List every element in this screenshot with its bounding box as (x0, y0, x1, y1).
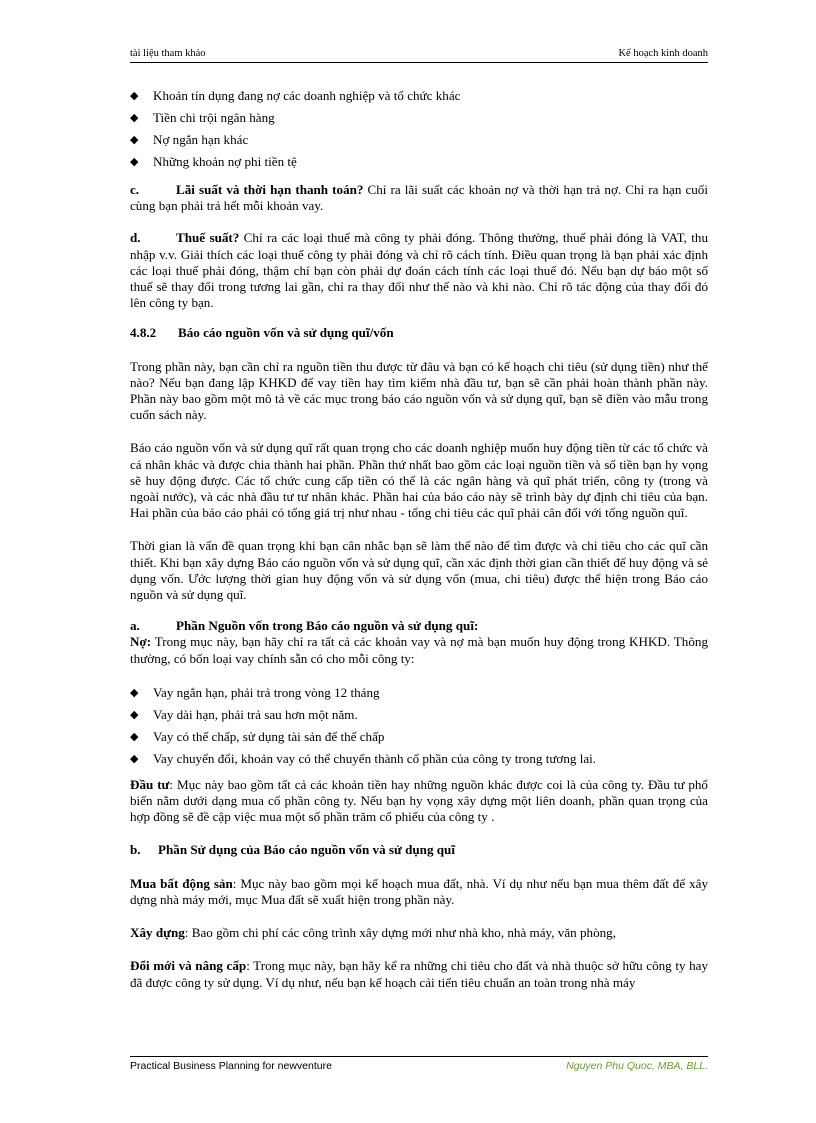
list-item: ◆ Vay chuyển đổi, khoản vay có thể chuyển thành cổ phần của công ty trong tương lai. (130, 750, 597, 766)
header-left: tài liệu tham khảo (130, 48, 206, 59)
item-c-label: c. (130, 182, 140, 197)
footer-left: Practical Business Planning for newventure (130, 1060, 332, 1072)
part-b-heading (130, 842, 708, 858)
diamond-bullet-icon: ◆ (130, 730, 139, 743)
diamond-bullet-icon: ◆ (130, 686, 139, 699)
page-footer (130, 1060, 708, 1074)
diamond-bullet-icon: ◆ (130, 752, 139, 765)
diamond-bullet-icon: ◆ (130, 134, 139, 146)
part-a-title: Phần Nguồn vốn trong Báo cáo nguồn và sử dụng quĩ: (176, 618, 479, 634)
footer-author: Nguyen Phu Quoc, MBA, BLL. (566, 1060, 708, 1072)
header-right: Kế hoạch kinh doanh (618, 48, 708, 59)
investment-paragraph: Đầu tư: Mục này bao gồm tất cả các khoản tiền hay những nguồn khác được coi là của công ty. Đầu tư phổ biến nằm dưới dạng mua cổ phần công ty. Nếu bạn hy vọng xây dựng một liên doanh, phần quan trọng của hợp đồng sẽ đề cập việc mua một số phần trăm cổ phiếu của công ty . (130, 776, 708, 825)
section-number: 4.8.2 (130, 325, 157, 341)
use-item-paragraph: Mua bất động sản: Mục này bao gồm mọi kế hoạch mua đất, nhà. Ví dụ như nếu bạn mua thêm đất để xây dựng nhà máy mới, mục Mua đất sẽ xuất hiện trong phần này. (130, 875, 708, 907)
list-item: ◆ Vay ngắn hạn, phải trả trong vòng 12 tháng (130, 684, 380, 700)
item-c-title: Lãi suất và thời hạn thanh toán? (176, 182, 364, 197)
header-rule (130, 62, 708, 63)
list-item: ◆ Vay có thế chấp, sử dụng tài sản để thế chấp (130, 728, 385, 744)
list-item: ◆ Những khoản nợ phi tiền tệ (130, 154, 297, 169)
part-a-heading (130, 618, 708, 634)
diamond-bullet-icon: ◆ (130, 112, 139, 124)
bullet-list-loans (130, 685, 708, 767)
page-content (130, 88, 708, 991)
diamond-bullet-icon: ◆ (130, 156, 139, 168)
use-item-paragraph: Xây dựng: Bao gồm chi phí các công trình xây dựng mới như nhà kho, nhà máy, văn phòng, (130, 925, 616, 941)
item-d-title: Thuế suất? (176, 230, 240, 246)
bullet-list-liabilities (130, 88, 708, 170)
debt-paragraph: Nợ: Trong mục này, bạn hãy chỉ ra tất cả các khoản vay và nợ mà bạn muốn huy động trong KHKD. Thông thường, có bốn loại vay chính sẵn có cho mỗi công ty: (130, 634, 708, 666)
part-a-label: a. (130, 618, 140, 634)
item-d-label: d. (130, 230, 141, 246)
use-item-paragraph: Đổi mới và nâng cấp: Trong mục này, bạn hãy kể ra những chi tiêu cho đất và nhà thuộc sở hữu công ty hay đã được công ty sử dụng. Ví dụ như, nếu bạn kế hoạch cải tiến tiêu chuẩn an toàn trong nhà máy (130, 958, 708, 990)
page-header (130, 48, 708, 62)
list-item: ◆ Khoản tín dụng đang nợ các doanh nghiệp và tổ chức khác (130, 88, 461, 103)
part-b-title: Phần Sử dụng của Báo cáo nguồn vốn và sử dụng quĩ (158, 842, 455, 858)
item-c-paragraph: c. Lãi suất và thời hạn thanh toán? Chỉ ra lãi suất các khoản nợ và thời hạn trả nợ. Chỉ ra hạn cuối cùng bạn phải trả hết mỗi khoản vay. (130, 182, 708, 214)
list-item: ◆ Tiền chi trội ngân hàng (130, 110, 275, 125)
item-d-paragraph: d. Thuế suất? Chỉ ra các loại thuế mà công ty phải đóng. Thông thường, thuế phải đóng là VAT, thu nhập v.v. Giải thích các loại thuế công ty phải đóng và chỉ rõ cách tính. Điều quan trọng là bạn phải xác định các loại thuế phải đóng, thậm chí bạn còn phải dự đoán cách tính các loại thuế đó. Nếu bạn dự báo một số thuế sẽ thay đổi trong tương lai gần, chỉ ra thay đổi như thế nào và khi nào. Chỉ rõ tác động của thay đổi đó lên công ty bạn. (130, 230, 708, 311)
list-item: ◆ Nợ ngắn hạn khác (130, 132, 249, 147)
diamond-bullet-icon: ◆ (130, 90, 139, 102)
investment-term: Đầu tư (130, 776, 170, 792)
use-item-term: Mua bất động sản (130, 875, 233, 891)
section-heading (130, 325, 708, 341)
use-item-term: Đổi mới và nâng cấp (130, 958, 247, 974)
use-item-term: Xây dựng (130, 925, 185, 941)
body-paragraph: Trong phần này, bạn cần chỉ ra nguồn tiền thu được từ đâu và bạn có kế hoạch chi tiêu (sử dụng tiền) như thế nào? Nếu bạn đang lập KHKD để vay tiền hay tìm kiếm nhà đầu tư, bạn sẽ cần phải hoàn thành phần này. Phần này bao gồm một mô tả về các mục trong báo cáo nguồn vốn và sử dụng quĩ, bạn sẽ điền vào mẫu trong cuốn sách này. (130, 358, 708, 423)
part-b-label: b. (130, 842, 141, 858)
section-title: Báo cáo nguồn vốn và sử dụng quĩ/vốn (178, 325, 394, 341)
body-paragraph: Báo cáo nguồn vốn và sử dụng quĩ rất quan trọng cho các doanh nghiệp muốn huy động tiền từ các tổ chức và cá nhân khác và được chia thành hai phần. Phần thứ nhất bao gồm các loại nguồn tiền và số tiền bạn hy vọng sẽ huy động được. Các tổ chức cung cấp tiền có thể là các ngân hàng và quĩ phát triển, công ty (trong và ngoài nước), và các nhà đầu tư tư nhân khác. Phần hai của báo cáo này sẽ trình bày dự định chi tiêu của bạn. Hai phần của báo cáo phải có tổng giá trị như nhau - tổng chi tiêu các quĩ phải cân đối với tổng nguồn quĩ. (130, 440, 708, 521)
diamond-bullet-icon: ◆ (130, 708, 139, 721)
footer-rule (130, 1056, 708, 1057)
list-item: ◆ Vay dài hạn, phải trả sau hơn một năm. (130, 706, 358, 722)
body-paragraph: Thời gian là vấn đề quan trọng khi bạn cân nhắc bạn sẽ làm thế nào để tìm được và chi tiêu cho các quĩ cần thiết. Khi bạn xây dựng Báo cáo nguồn vốn và sử dụng quĩ, cần xác định thời gian cần thiết để huy động và sẻ dụng vốn. Ước lượng thời gian huy động vốn và sử dụng vốn (mua, chi tiêu) được thể hiện trong Báo cáo nguồn và sử dụng quĩ. (130, 538, 708, 603)
debt-term: Nợ: (130, 634, 152, 650)
